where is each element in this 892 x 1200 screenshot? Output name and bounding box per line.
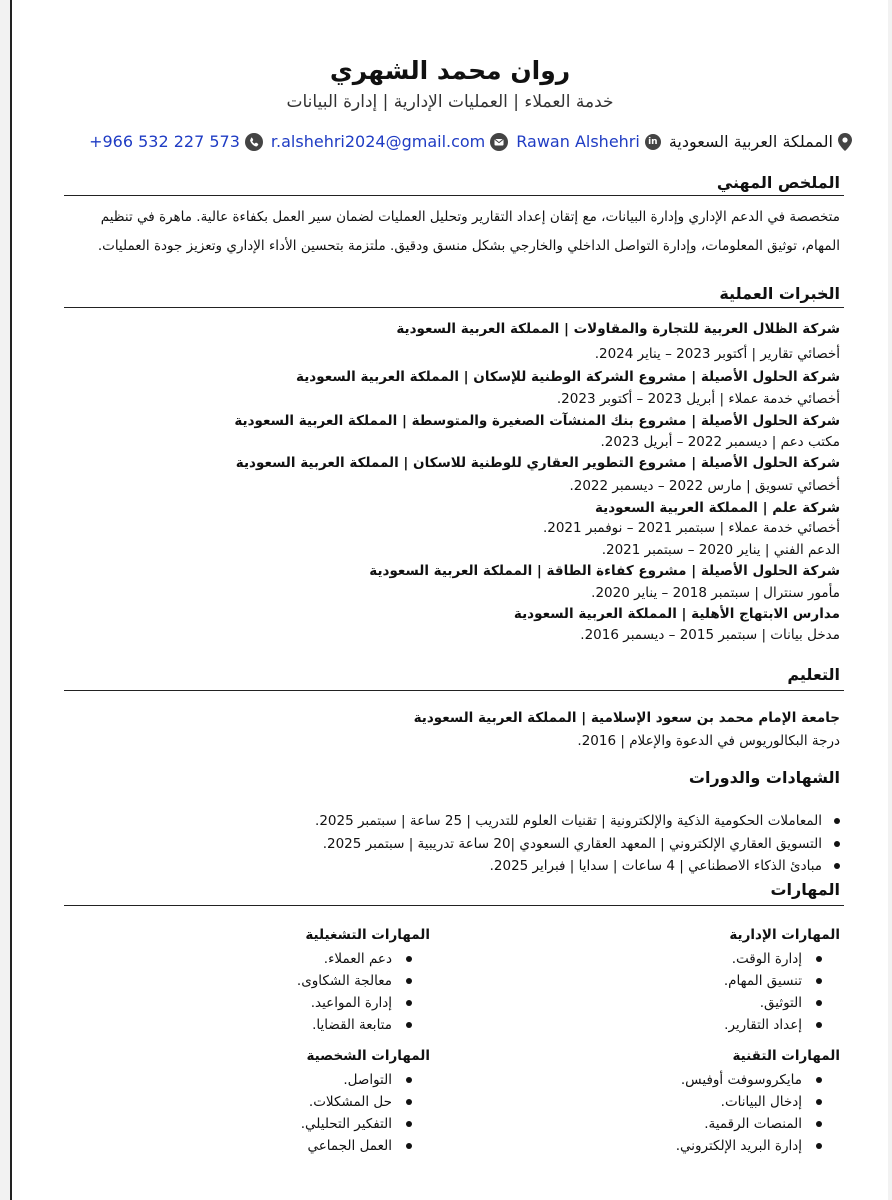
- skill-item: [297, 973, 412, 989]
- certificate-text: التسويق العقاري الإلكتروني | المعهد العقاري السعودي |20 ساعة تدريبية | سبتمبر 2025.: [322, 836, 822, 852]
- experience-employer: شركة الحلول الأصيلة | مشروع بنك المنشآت الصغيرة والمتوسطة | المملكة العربية السعودية: [234, 413, 840, 429]
- experience-employer: شركة الحلول الأصيلة | مشروع التطوير العقاري للوطنية للاسكان | المملكة العربية السعودية: [235, 455, 840, 471]
- candidate-subtitle: خدمة العملاء | العمليات الإدارية | إدارة البيانات: [286, 92, 614, 112]
- bullet-icon: [406, 1022, 412, 1028]
- bullet-icon: [816, 1099, 822, 1105]
- skill-item: [704, 1116, 822, 1132]
- experience-divider: [64, 307, 844, 308]
- bullet-icon: [406, 1121, 412, 1127]
- summary-line-1: متخصصة في الدعم الإداري وإدارة البيانات، مع إتقان إعداد التقارير وتحليل العمليات لضمان سير العمل بكفاءة عالية. ماهرة في تنظيم: [100, 209, 840, 225]
- skill-text: المنصات الرقمية.: [704, 1116, 802, 1132]
- contact-phone[interactable]: [89, 132, 263, 151]
- skill-text: تنسيق المهام.: [723, 973, 802, 989]
- contact-location: [669, 132, 852, 151]
- bullet-icon: [406, 1000, 412, 1006]
- bullet-icon: [816, 1143, 822, 1149]
- resume-page: [10, 0, 888, 1200]
- experience-role: الدعم الفني | يناير 2020 – سبتمبر 2021.: [601, 542, 840, 558]
- location-pin-icon: [838, 133, 852, 151]
- location-text: المملكة العربية السعودية: [668, 132, 833, 151]
- skill-text: حل المشكلات.: [308, 1094, 392, 1110]
- experience-employer: شركة الحلول الأصيلة | مشروع كفاءة الطاقة | المملكة العربية السعودية: [369, 563, 840, 579]
- phone-icon: [245, 133, 263, 151]
- education-divider: [64, 690, 844, 691]
- skill-text: متابعة القضايا.: [312, 1017, 392, 1033]
- experience-role: أخصائي خدمة عملاء | أبريل 2023 – أكتوبر 2023.: [556, 391, 840, 407]
- contact-email[interactable]: [271, 132, 508, 151]
- education-heading: التعليم: [787, 665, 840, 684]
- summary-divider: [64, 195, 844, 196]
- skill-item: [760, 995, 822, 1011]
- experience-role: أخصائي خدمة عملاء | سبتمبر 2021 – نوفمبر 2021.: [542, 520, 840, 536]
- skill-item: [343, 1072, 412, 1088]
- bullet-icon: [834, 818, 840, 824]
- skill-text: العمل الجماعي: [307, 1138, 392, 1154]
- skill-item: [721, 1094, 822, 1110]
- candidate-name: روان محمد الشهري: [329, 56, 571, 85]
- skill-item: [312, 1017, 412, 1033]
- linkedin-icon: in: [645, 134, 661, 150]
- skills-heading: المهارات: [770, 880, 840, 899]
- summary-heading: الملخص المهني: [716, 173, 840, 192]
- certificate-item: [323, 836, 840, 852]
- skill-text: إدارة المواعيد.: [310, 995, 392, 1011]
- skill-text: إدخال البيانات.: [720, 1094, 802, 1110]
- skill-text: التفكير التحليلي.: [300, 1116, 392, 1132]
- experience-role: مكتب دعم | ديسمبر 2022 – أبريل 2023.: [600, 434, 840, 450]
- bullet-icon: [834, 863, 840, 869]
- bullet-icon: [816, 1000, 822, 1006]
- experience-role: أخصائي تقارير | أكتوبر 2023 – يناير 2024.: [594, 346, 840, 362]
- bullet-icon: [406, 978, 412, 984]
- experience-employer: مدارس الابتهاج الأهلية | المملكة العربية السعودية: [513, 606, 840, 622]
- skill-item: [311, 995, 412, 1011]
- skill-group-title: المهارات التشغيلية: [305, 927, 430, 943]
- skill-item: [307, 1138, 412, 1154]
- email-link[interactable]: r.alshehri2024@gmail.com: [270, 132, 486, 151]
- contact-linkedin[interactable]: [516, 132, 661, 151]
- skill-item: [732, 951, 822, 967]
- experience-role: مأمور سنترال | سبتمبر 2018 – يناير 2020.: [591, 585, 840, 601]
- linkedin-link[interactable]: Rawan Alshehri: [516, 132, 640, 151]
- skill-item: [724, 1017, 822, 1033]
- skill-item: [324, 951, 412, 967]
- bullet-icon: [816, 1121, 822, 1127]
- bullet-icon: [816, 1077, 822, 1083]
- skill-text: إدارة البريد الإلكتروني.: [675, 1138, 802, 1154]
- certificate-item: [315, 813, 840, 829]
- bullet-icon: [816, 1022, 822, 1028]
- experience-employer: شركة علم | المملكة العربية السعودية: [595, 500, 840, 516]
- bullet-icon: [406, 956, 412, 962]
- bullet-icon: [406, 1099, 412, 1105]
- bullet-icon: [406, 1077, 412, 1083]
- bullet-icon: [834, 841, 840, 847]
- certificate-text: مبادئ الذكاء الاصطناعي | 4 ساعات | سدايا | فبراير 2025.: [489, 858, 822, 874]
- certificates-heading: الشهادات والدورات: [688, 768, 840, 787]
- email-icon: [490, 133, 508, 151]
- skill-item: [681, 1072, 822, 1088]
- skill-text: إعداد التقارير.: [724, 1017, 802, 1033]
- skill-item: [309, 1094, 412, 1110]
- skill-text: التواصل.: [343, 1072, 392, 1088]
- skill-item: [724, 973, 822, 989]
- skill-text: مايكروسوفت أوفيس.: [680, 1072, 802, 1088]
- skill-item: [676, 1138, 822, 1154]
- summary-line-2: المهام، توثيق المعلومات، وإدارة التواصل الداخلي والخارجي بشكل منسق ودقيق. ملتزمة بتحسين الأداء الإداري وتعزيز جودة العمليات.: [97, 238, 840, 254]
- skill-text: إدارة الوقت.: [731, 951, 802, 967]
- skill-group-title: المهارات التقنية: [732, 1048, 840, 1064]
- education-institution: جامعة الإمام محمد بن سعود الإسلامية | المملكة العربية السعودية: [413, 710, 840, 726]
- experience-role: أخصائي تسويق | مارس 2022 – ديسمبر 2022.: [569, 478, 840, 494]
- certificate-item: [490, 858, 840, 874]
- experience-heading: الخبرات العملية: [719, 284, 840, 303]
- bullet-icon: [406, 1143, 412, 1149]
- skill-text: دعم العملاء.: [323, 951, 392, 967]
- skill-text: التوثيق.: [759, 995, 802, 1011]
- experience-employer: شركة الظلال العربية للتجارة والمقاولات | المملكة العربية السعودية: [396, 321, 840, 337]
- experience-employer: شركة الحلول الأصيلة | مشروع الشركة الوطنية للإسكان | المملكة العربية السعودية: [296, 369, 840, 385]
- skill-item: [301, 1116, 412, 1132]
- skills-divider: [64, 905, 844, 906]
- experience-role: مدخل بيانات | سبتمبر 2015 – ديسمبر 2016.: [580, 627, 840, 643]
- certificate-text: المعاملات الحكومية الذكية والإلكترونية | تقنيات العلوم للتدريب | 25 ساعة | سبتمبر 2025.: [315, 813, 822, 829]
- bullet-icon: [816, 978, 822, 984]
- contact-bar: [89, 132, 852, 151]
- skill-text: معالجة الشكاوى.: [296, 973, 392, 989]
- skill-group-title: المهارات الإدارية: [729, 927, 840, 943]
- bullet-icon: [816, 956, 822, 962]
- education-degree: درجة البكالوريوس في الدعوة والإعلام | 2016.: [577, 733, 840, 749]
- skill-group-title: المهارات الشخصية: [306, 1048, 430, 1064]
- phone-link[interactable]: +966 532 227 573: [89, 132, 240, 151]
